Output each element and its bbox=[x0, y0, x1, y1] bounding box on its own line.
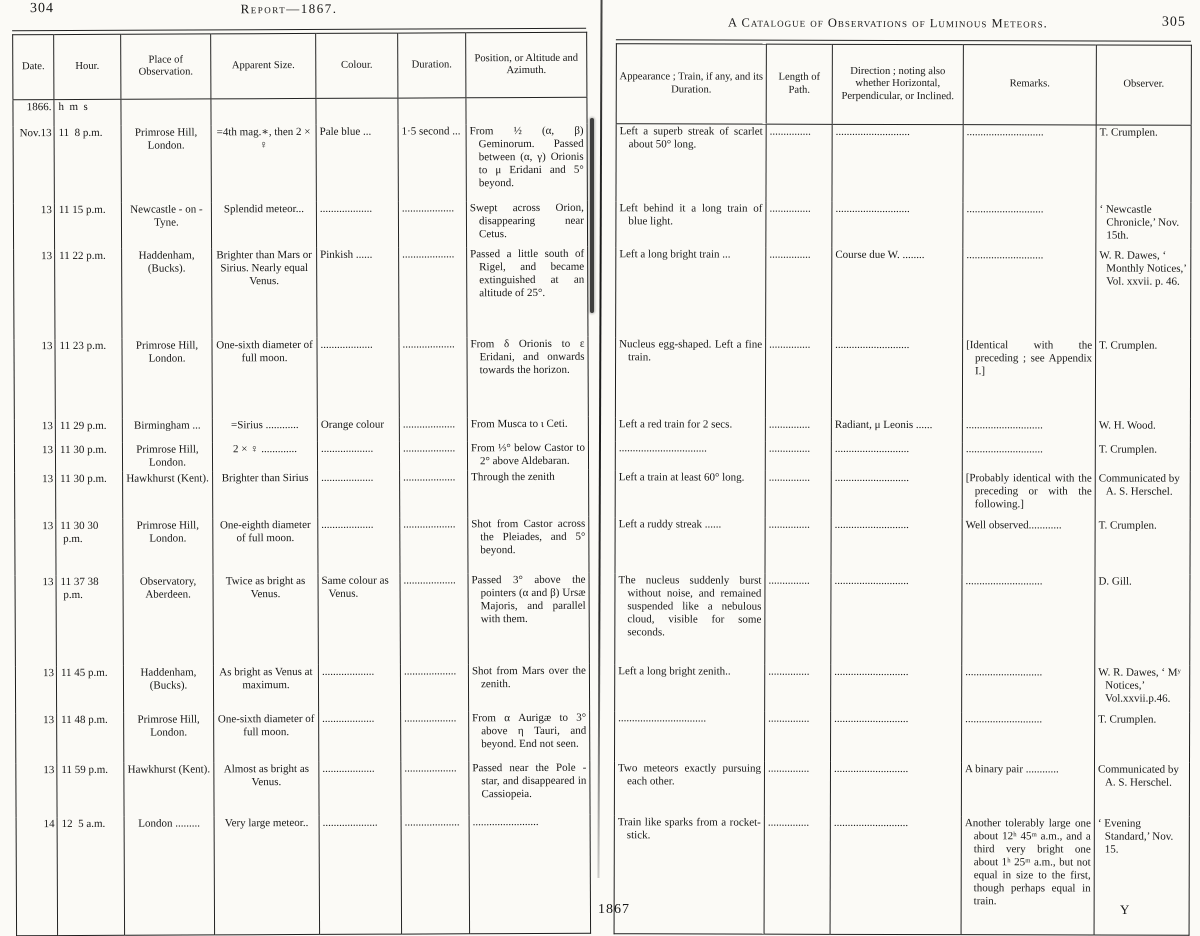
observer-cell: W. R. Dawes, ‘ Monthly Notices,’ Vol. xxvii. p. 46. bbox=[1096, 249, 1191, 339]
position-cell: Through the zenith bbox=[468, 470, 589, 518]
place-cell: Newcastle - on - Tyne. bbox=[121, 202, 211, 248]
table-row bbox=[615, 441, 1190, 472]
duration-cell: 1·5 second ... bbox=[398, 124, 466, 201]
date-cell: 13 bbox=[43, 714, 55, 727]
appearance-cell: Nucleus egg-shaped. Left a fine train. bbox=[619, 338, 763, 364]
direction-cell: ........................... bbox=[831, 338, 962, 418]
date-cell: 13 bbox=[41, 420, 53, 433]
path-cell: ............... bbox=[765, 665, 831, 712]
place-cell: Observatory, Aberdeen. bbox=[123, 574, 213, 665]
appearance-cell: Two meteors exactly pursuing each other. bbox=[617, 762, 762, 788]
place-cell: Primrose Hill, London. bbox=[122, 442, 212, 471]
remarks-cell: Well observed............ bbox=[962, 518, 1095, 574]
position-cell: Swept across Orion, disappearing near Cetus. bbox=[466, 201, 587, 248]
hour-cell: 11 59 p.m. bbox=[57, 763, 124, 817]
remarks-cell: ............................ bbox=[962, 442, 1095, 471]
column-header-colour: Colour. bbox=[316, 33, 398, 98]
size-cell: One-sixth diameter of full moon. bbox=[214, 712, 319, 762]
size-cell: =Sirius ............ bbox=[212, 418, 317, 442]
duration-cell: ................... bbox=[399, 441, 467, 470]
duration-cell: .................... bbox=[401, 815, 470, 934]
observer-cell: ‘ Newcastle Chronicle,’ Nov. 15th. bbox=[1096, 203, 1191, 249]
direction-cell: ........................... bbox=[831, 574, 962, 665]
observer-cell: ‘ Evening Standard,’ Nov. 15. bbox=[1094, 817, 1189, 936]
year-label: 1866. bbox=[26, 101, 52, 114]
position-cell: From Musca to ι Ceti. bbox=[467, 417, 588, 442]
page-number-left: 304 bbox=[30, 1, 55, 17]
table-row bbox=[14, 337, 588, 420]
position-cell: Passed 3° above the pointers (α and β) Ursæ Majoris, and parallel with them. bbox=[468, 573, 589, 665]
place-cell: Primrose Hill, London. bbox=[122, 338, 212, 418]
position-cell: Shot from Mars over the zenith. bbox=[468, 664, 589, 712]
direction-cell: ........................... bbox=[831, 471, 962, 518]
colour-cell: ................... bbox=[318, 665, 400, 712]
table-row bbox=[15, 664, 589, 714]
table-row bbox=[14, 441, 588, 473]
path-cell: ............... bbox=[765, 518, 831, 574]
table-row bbox=[16, 761, 590, 818]
appearance-cell: Left a red train for 2 secs. bbox=[618, 418, 733, 431]
duration-cell: ................... bbox=[401, 711, 469, 761]
hour-cell: 11 30 30 p.m. bbox=[56, 519, 123, 575]
date-cell: 13 bbox=[41, 340, 53, 353]
column-header-duration: Duration. bbox=[398, 33, 466, 98]
remarks-cell: [Identical with the preceding ; see Appendix I.] bbox=[962, 338, 1095, 418]
direction-cell: ........................... bbox=[832, 124, 963, 202]
colour-cell: ................... bbox=[317, 338, 399, 418]
path-cell: ............... bbox=[764, 762, 830, 816]
column-header-path: Length of Path. bbox=[766, 44, 832, 124]
hour-cell: 11 8 p.m. bbox=[54, 126, 121, 203]
empty-cell bbox=[211, 98, 316, 125]
hour-cell: 11 30 p.m. bbox=[55, 443, 122, 472]
hour-cell: 11 29 p.m. bbox=[55, 419, 122, 443]
hour-cell: 11 48 p.m. bbox=[57, 713, 124, 763]
duration-cell: ................... bbox=[400, 664, 468, 711]
duration-cell: ................... bbox=[400, 470, 468, 517]
table-row bbox=[616, 201, 1191, 249]
empty-cell bbox=[121, 99, 211, 126]
column-header-size: Apparent Size. bbox=[211, 33, 316, 98]
observer-cell: T. Crumplen. bbox=[1096, 125, 1191, 203]
colour-cell: ................... bbox=[318, 471, 400, 518]
table-top-rule-left bbox=[12, 28, 586, 32]
left-page bbox=[0, 0, 600, 831]
running-head-right: A Catalogue of Observations of Luminous Meteors. bbox=[728, 15, 1048, 31]
direction-cell: Course due W. ........ bbox=[832, 248, 963, 338]
column-header-position: Position, or Altitude and Azimuth. bbox=[466, 32, 587, 98]
date-cell: 13 bbox=[40, 204, 52, 217]
position-cell: Passed near the Pole - star, and disappeared in Cassiopeia. bbox=[469, 761, 590, 816]
size-cell: One-eighth diameter of full moon. bbox=[213, 518, 318, 574]
size-cell: As bright as Venus at maximum. bbox=[213, 665, 318, 712]
path-cell: ............... bbox=[765, 442, 831, 471]
place-cell: Haddenham, (Bucks). bbox=[123, 665, 213, 712]
empty-cell bbox=[398, 98, 466, 125]
size-cell: One-sixth diameter of full moon. bbox=[212, 338, 317, 418]
path-cell: ............... bbox=[766, 248, 832, 338]
hour-cell: 11 22 p.m. bbox=[55, 249, 122, 339]
hms-label: h m s bbox=[54, 99, 121, 126]
colour-cell: Pale blue ... bbox=[316, 125, 398, 202]
appearance-cell: Left a long bright train ... bbox=[619, 248, 731, 261]
remarks-cell: ............................ bbox=[962, 712, 1095, 762]
table-row bbox=[615, 573, 1190, 666]
year-subheader-row bbox=[13, 97, 587, 126]
place-cell: Hawkhurst (Kent). bbox=[124, 762, 214, 816]
direction-cell: ........................... bbox=[832, 202, 963, 248]
hour-cell: 11 37 38 p.m. bbox=[56, 575, 123, 666]
page-fold-line bbox=[597, 0, 602, 878]
date-cell: 13 bbox=[42, 473, 54, 486]
date-cell: 13 bbox=[41, 444, 53, 457]
remarks-cell: ............................ bbox=[963, 248, 1096, 338]
running-head-left: Report—1867. bbox=[240, 0, 338, 17]
hour-cell: 12 5 a.m. bbox=[57, 817, 125, 936]
duration-cell: ................... bbox=[400, 573, 468, 664]
direction-cell: Radiant, μ Leonis ...... bbox=[831, 418, 962, 442]
colour-cell: .................... bbox=[319, 816, 402, 935]
remarks-cell: [Probably identical with the preceding or with the following.] bbox=[962, 471, 1095, 518]
table-row bbox=[616, 247, 1191, 339]
table-row bbox=[15, 470, 589, 520]
right-page bbox=[600, 0, 1200, 908]
colour-cell: Pinkish ...... bbox=[317, 248, 399, 338]
direction-cell: ........................... bbox=[830, 816, 961, 935]
date-cell: 13 bbox=[41, 250, 53, 263]
table-row bbox=[15, 517, 589, 576]
size-cell: Splendid meteor... bbox=[211, 202, 316, 248]
table-row bbox=[615, 711, 1190, 763]
path-cell: ............... bbox=[766, 202, 832, 248]
column-header-hour: Hour. bbox=[54, 34, 121, 99]
observer-cell: Communicated by A. S. Herschel. bbox=[1094, 763, 1189, 817]
column-header-appearance: Appearance ; Train, if any, and its Duration. bbox=[616, 44, 766, 124]
table-row bbox=[16, 815, 591, 936]
table-row bbox=[13, 124, 587, 204]
table-header-right bbox=[616, 44, 1191, 126]
position-cell: From α Aurigæ to 3° above η Tauri, and beyond. End not seen. bbox=[469, 711, 590, 762]
position-cell: From δ Orionis to ε Eridani, and onwards towards the horizon. bbox=[467, 337, 588, 418]
date-cell: 13 bbox=[42, 667, 54, 680]
position-cell: ........................ bbox=[469, 815, 591, 934]
table-body-right bbox=[614, 124, 1191, 936]
size-cell: Very large meteor.. bbox=[214, 816, 320, 935]
path-cell: ............... bbox=[765, 712, 831, 762]
remarks-cell: ............................ bbox=[962, 665, 1095, 712]
direction-cell: ........................... bbox=[830, 762, 961, 816]
observer-cell: T. Crumplen. bbox=[1095, 713, 1190, 763]
remarks-cell: ............................ bbox=[962, 418, 1095, 442]
scan-artifact bbox=[590, 118, 594, 313]
table-row bbox=[14, 417, 588, 444]
date-cell: 13 bbox=[42, 520, 54, 533]
appearance-cell: Left a superb streak of scarlet about 50° long. bbox=[619, 125, 763, 151]
column-header-date: Date. bbox=[13, 35, 54, 100]
date-cell: Nov.13 bbox=[19, 127, 52, 140]
path-cell: ............... bbox=[765, 471, 831, 518]
appearance-cell: Left a long bright zenith.. bbox=[618, 665, 731, 678]
place-cell: Primrose Hill, London. bbox=[124, 712, 214, 762]
column-header-observer: Observer. bbox=[1096, 45, 1191, 125]
table-row bbox=[615, 337, 1190, 419]
place-cell: Haddenham, (Bucks). bbox=[122, 248, 212, 338]
size-cell: Brighter than Mars or Sirius. Nearly equal Venus. bbox=[212, 248, 317, 338]
colour-cell: ................... bbox=[318, 518, 400, 574]
colour-cell: ................... bbox=[319, 712, 401, 762]
place-cell: Birmingham ... bbox=[122, 418, 212, 442]
position-cell: Passed a little south of Rigel, and became extinguished at an altitude of 25°. bbox=[467, 247, 588, 338]
empty-cell bbox=[316, 98, 398, 125]
table-row bbox=[16, 711, 590, 764]
size-cell: =4th mag.∗, then 2 × ♀ bbox=[211, 125, 316, 202]
direction-cell: ........................... bbox=[831, 442, 962, 471]
appearance-cell: The nucleus suddenly burst without noise, and remained suspended like a nebulous cloud, visible for some seconds. bbox=[618, 574, 762, 639]
colour-cell: Same colour as Venus. bbox=[318, 574, 400, 665]
observer-cell: Communicated by A. S. Herschel. bbox=[1095, 472, 1190, 519]
observer-cell: T. Crumplen. bbox=[1095, 443, 1190, 472]
date-cell: 13 bbox=[42, 576, 54, 589]
colour-cell: ................... bbox=[316, 202, 398, 248]
table-top-rule-right bbox=[616, 39, 1191, 42]
table-row bbox=[615, 417, 1190, 443]
table-row bbox=[14, 247, 588, 340]
remarks-cell: A binary pair ............ bbox=[961, 762, 1094, 816]
position-cell: From ½ (α, β) Geminorum. Passed between (α, γ) Orionis to μ Eridani and 5° beyond. bbox=[466, 124, 587, 202]
table-row bbox=[616, 124, 1191, 203]
table-row bbox=[614, 815, 1189, 935]
appearance-cell: Left behind it a long train of blue light. bbox=[619, 202, 763, 228]
hour-cell: 11 30 p.m. bbox=[56, 472, 123, 519]
hour-cell: 11 15 p.m. bbox=[54, 203, 121, 249]
duration-cell: ................... bbox=[398, 201, 466, 247]
path-cell: ............... bbox=[765, 338, 831, 418]
observer-cell: D. Gill. bbox=[1095, 575, 1190, 666]
appearance-cell: ................................ bbox=[618, 712, 707, 725]
path-cell: ............... bbox=[766, 124, 832, 202]
colour-cell: ................... bbox=[317, 442, 399, 471]
table-body-left bbox=[13, 124, 591, 936]
position-cell: From ⅓° below Castor to 2° above Aldebaran. bbox=[467, 441, 588, 471]
size-cell: Brighter than Sirius bbox=[213, 471, 318, 518]
place-cell: Primrose Hill, London. bbox=[121, 125, 211, 202]
observer-cell: W. R. Dawes, ‘ Mʸ Notices,’ Vol.xxvii.p.46. bbox=[1095, 666, 1190, 713]
date-cell: 13 bbox=[43, 764, 55, 777]
direction-cell: ........................... bbox=[831, 712, 962, 762]
column-header-direction: Direction ; noting also whether Horizontal, Perpendicular, or Inclined. bbox=[832, 44, 963, 124]
footer-year-mark: 1867 bbox=[598, 902, 630, 917]
path-cell: ............... bbox=[764, 816, 830, 935]
duration-cell: ................... bbox=[399, 247, 467, 337]
empty-cell bbox=[466, 97, 587, 124]
appearance-cell: Train like sparks from a rocket-stick. bbox=[617, 816, 761, 842]
colour-cell: ................... bbox=[319, 762, 401, 816]
observations-table-right bbox=[614, 43, 1192, 936]
duration-cell: ................... bbox=[401, 761, 469, 815]
observer-cell: T. Crumplen. bbox=[1095, 519, 1190, 575]
size-cell: Almost as bright as Venus. bbox=[214, 762, 319, 816]
table-row bbox=[615, 470, 1190, 519]
appearance-cell: Left a train at least 60° long. bbox=[618, 471, 745, 484]
table-row bbox=[615, 664, 1190, 713]
duration-cell: ................... bbox=[399, 417, 467, 441]
table-row bbox=[615, 517, 1190, 575]
column-header-place: Place of Observation. bbox=[121, 34, 211, 99]
observations-table-left bbox=[12, 32, 591, 936]
direction-cell: ........................... bbox=[831, 665, 962, 712]
remarks-cell: ............................ bbox=[963, 125, 1096, 203]
place-cell: London ......... bbox=[124, 816, 215, 935]
path-cell: ............... bbox=[765, 574, 831, 665]
colour-cell: Orange colour bbox=[317, 418, 399, 442]
date-cell: 14 bbox=[43, 818, 55, 831]
appearance-cell: ................................ bbox=[618, 442, 707, 455]
hour-cell: 11 23 p.m. bbox=[55, 339, 122, 419]
remarks-cell: ............................ bbox=[962, 574, 1095, 665]
observer-cell: W. H. Wood. bbox=[1095, 419, 1190, 443]
position-cell: Shot from Castor across the Pleiades, and 5° beyond. bbox=[468, 517, 589, 574]
table-header-left bbox=[13, 32, 587, 100]
remarks-cell: Another tolerably large one about 12ʰ 45ᵐ a.m., and a third very bright one about 1ʰ 25ᵐ a.m., but not equal in size to the first, though perhaps equal in train. bbox=[961, 816, 1094, 935]
place-cell: Primrose Hill, London. bbox=[123, 518, 213, 574]
size-cell: 2 × ♀ ............. bbox=[212, 442, 317, 471]
remarks-cell: ............................ bbox=[963, 202, 1096, 248]
duration-cell: ................... bbox=[399, 337, 467, 417]
appearance-cell: Left a ruddy streak ...... bbox=[618, 518, 722, 531]
table-row bbox=[13, 201, 587, 250]
column-header-remarks: Remarks. bbox=[963, 45, 1096, 125]
table-row bbox=[614, 761, 1189, 817]
direction-cell: ........................... bbox=[831, 518, 962, 574]
observer-cell: T. Crumplen. bbox=[1095, 339, 1190, 419]
hour-cell: 11 45 p.m. bbox=[56, 666, 123, 713]
place-cell: Hawkhurst (Kent). bbox=[123, 471, 213, 518]
size-cell: Twice as bright as Venus. bbox=[213, 574, 318, 665]
page-number-right: 305 bbox=[1161, 14, 1186, 30]
footer-signature-mark: Y bbox=[1120, 902, 1130, 917]
path-cell: ............... bbox=[765, 418, 831, 442]
duration-cell: ................... bbox=[400, 517, 468, 573]
table-row bbox=[15, 573, 589, 667]
